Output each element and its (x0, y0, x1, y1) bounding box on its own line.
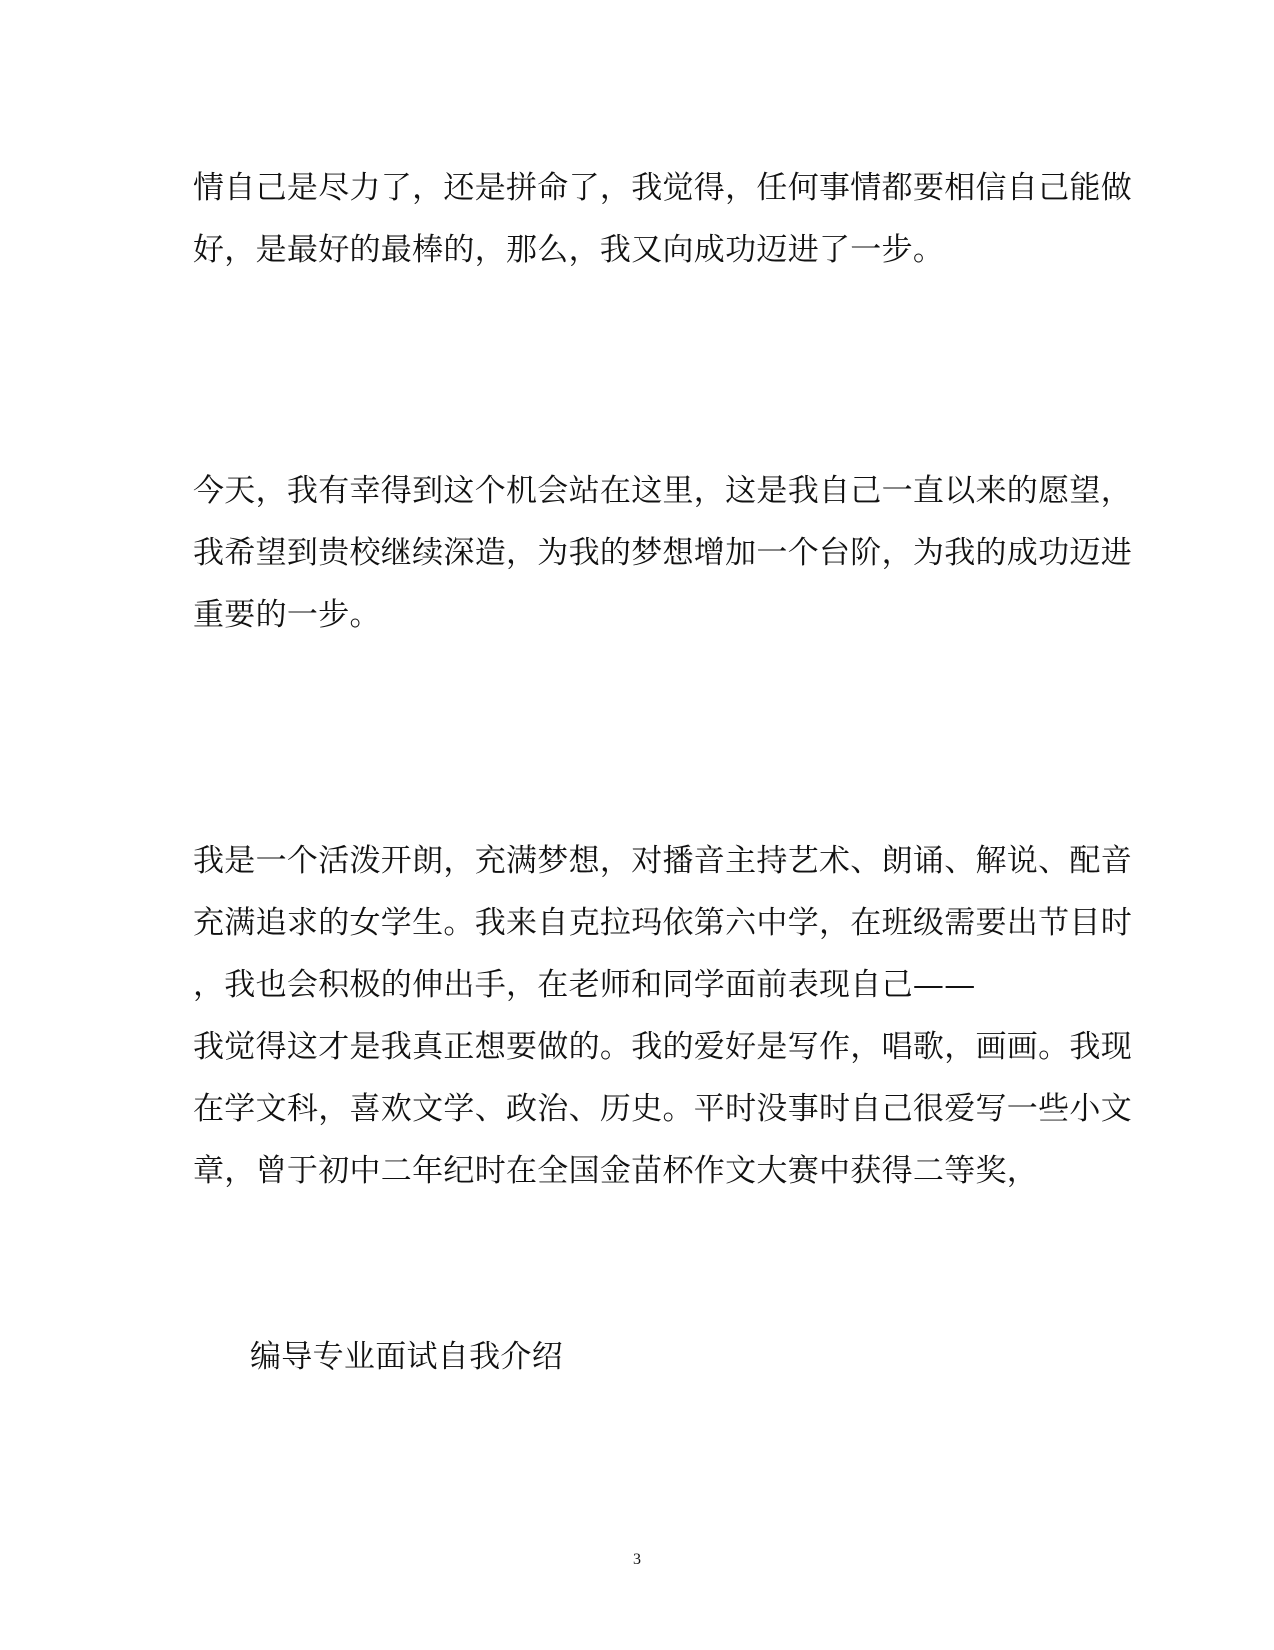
page-number: 3 (633, 1551, 641, 1568)
paragraph-2-line-2: 我希望到贵校继续深造，为我的梦想增加一个台阶，为我的成功迈进 (193, 535, 1132, 571)
paragraph-1-line-2: 好，是最好的最棒的，那么，我又向成功迈进了一步。 (193, 232, 945, 268)
paragraph-2-line-1: 今天，我有幸得到这个机会站在这里，这是我自己一直以来的愿望， (193, 473, 1132, 509)
paragraph-3-line-6: 章，曾于初中二年纪时在全国金苗杯作文大赛中获得二等奖， (193, 1153, 1039, 1189)
paragraph-3-line-3: ，我也会积极的伸出手，在老师和同学面前表现自己—— (193, 967, 976, 1003)
section-heading: 编导专业面试自我介绍 (250, 1339, 563, 1375)
paragraph-3-line-2: 充满追求的女学生。我来自克拉玛依第六中学，在班级需要出节目时 (193, 905, 1132, 941)
paragraph-1-line-1: 情自己是尽力了，还是拼命了，我觉得，任何事情都要相信自己能做 (193, 170, 1132, 206)
paragraph-2-line-3: 重要的一步。 (193, 597, 381, 633)
paragraph-3-line-5: 在学文科，喜欢文学、政治、历史。平时没事时自己很爱写一些小文 (193, 1091, 1132, 1127)
paragraph-3-line-4: 我觉得这才是我真正想要做的。我的爱好是写作，唱歌，画画。我现 (193, 1029, 1132, 1065)
paragraph-3-line-1: 我是一个活泼开朗，充满梦想，对播音主持艺术、朗诵、解说、配音 (193, 843, 1132, 879)
